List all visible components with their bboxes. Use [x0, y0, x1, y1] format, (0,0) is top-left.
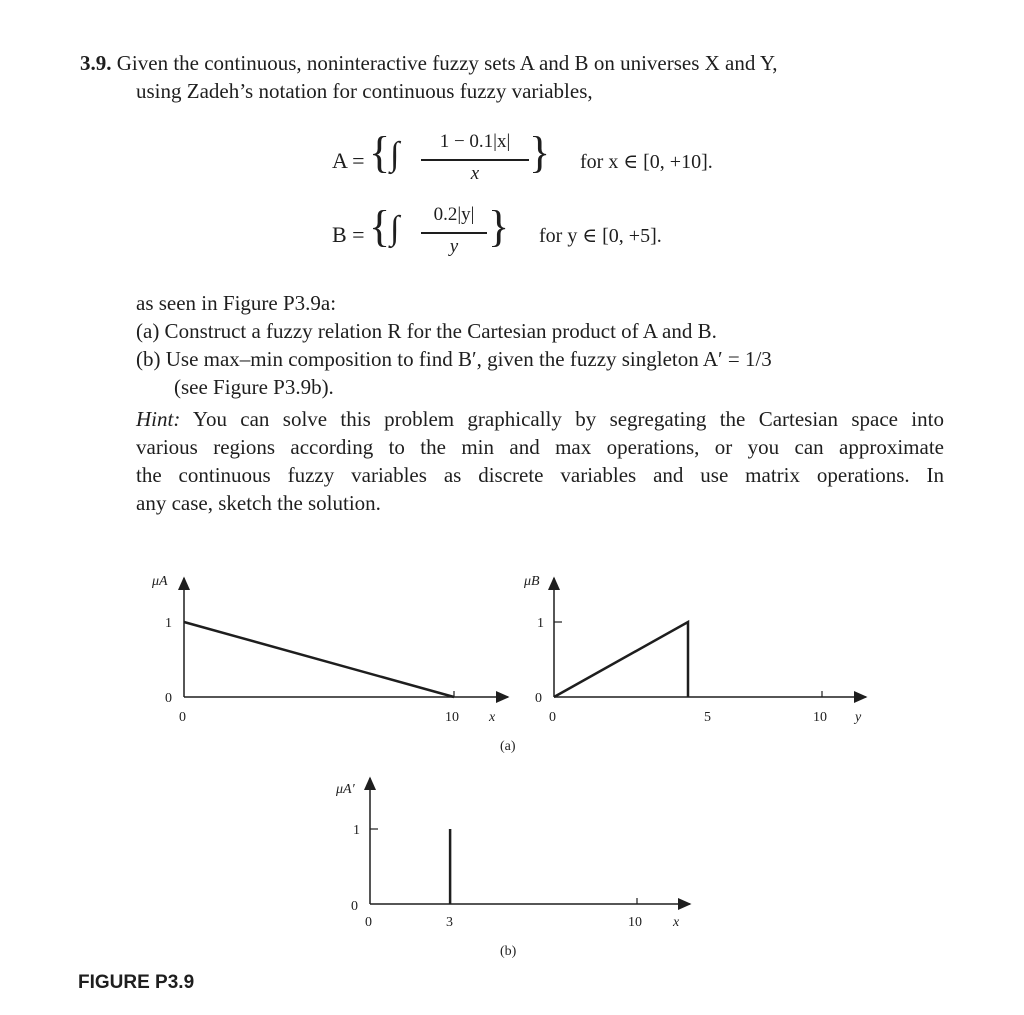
plot-b-membership-line	[554, 622, 688, 697]
eq-a-right-brace: }	[529, 128, 551, 177]
figure-label-b: (b)	[500, 944, 517, 959]
plot-a-y-label: μA	[152, 574, 168, 589]
plot-a-prime-y-tick-1: 1	[353, 823, 360, 838]
plot-b-x-tick-0: 0	[549, 710, 556, 725]
problem-text-1: Given the continuous, noninteractive fuzzy sets A and B on universes X and Y,	[116, 51, 778, 75]
plot-a-prime-y-label: μA′	[336, 782, 355, 797]
problem-line-2: using Zadeh’s notation for continuous fuzzy variables,	[136, 79, 593, 103]
eq-a-left-brace: {	[369, 128, 391, 177]
eq-b-integral-sign: ∫	[390, 210, 400, 247]
hint-line-3: the continuous fuzzy variables as discrete variables and use matrix operations. In	[136, 463, 944, 487]
plot-b-x-label: y	[855, 710, 862, 725]
eq-a-numerator: 1 − 0.1|x|	[439, 131, 511, 152]
problem-number: 3.9.	[80, 51, 112, 75]
eq-a-domain: for x ∈ [0, +10].	[580, 151, 713, 173]
plot-a-prime-y-tick-0: 0	[351, 899, 358, 914]
plot-a-x-tick-0: 0	[179, 710, 186, 725]
plot-b-y-tick-0: 0	[535, 691, 542, 706]
eq-b-domain: for y ∈ [0, +5].	[539, 225, 662, 247]
plot-b-x-tick-5: 5	[704, 710, 711, 725]
part-b-text-2: (see Figure P3.9b).	[174, 375, 334, 399]
figure-caption: FIGURE P3.9	[78, 972, 195, 993]
eq-a-integral-sign: ∫	[390, 136, 400, 173]
plot-a-prime-x-tick-0: 0	[365, 915, 372, 930]
eq-b-left-brace: {	[369, 202, 391, 251]
plot-a-y-tick-0: 0	[165, 691, 172, 706]
plot-a-prime-x-tick-10: 10	[628, 915, 642, 930]
plot-b	[523, 574, 866, 725]
eq-b-lhs: B =	[332, 222, 365, 247]
hint-line-4: any case, sketch the solution.	[136, 491, 381, 515]
part-b-text-1: (b) Use max–min composition to find B′, given the fuzzy singleton A′ = 1/3	[136, 347, 772, 371]
plot-b-y-tick-1: 1	[537, 616, 544, 631]
plot-a	[151, 574, 508, 725]
plot-a-prime-x-tick-3: 3	[446, 915, 453, 930]
eq-b-denominator: y	[449, 236, 459, 257]
plot-a-y-tick-1: 1	[165, 616, 172, 631]
plot-a-prime	[335, 778, 690, 930]
hint-text-1: You can solve this problem graphically by segregating the Cartesian space into	[192, 407, 944, 431]
plot-b-y-label: μB	[524, 574, 540, 589]
hint-line-2: various regions according to the min and max operations, or you can approximate	[136, 435, 944, 459]
figure-reference: as seen in Figure P3.9a:	[136, 291, 337, 315]
plot-b-x-tick-10: 10	[813, 710, 827, 725]
part-a-text: (a) Construct a fuzzy relation R for the Cartesian product of A and B.	[136, 319, 717, 343]
eq-b-numerator: 0.2|y|	[433, 204, 475, 225]
eq-b-right-brace: }	[488, 202, 510, 251]
eq-a-lhs: A =	[332, 148, 365, 173]
eq-a-denominator: x	[470, 163, 480, 184]
plot-a-x-label: x	[489, 710, 496, 725]
figure-label-a: (a)	[500, 739, 516, 754]
plot-a-x-tick-10: 10	[445, 710, 459, 725]
plot-a-membership-line	[184, 622, 454, 697]
plot-a-prime-x-label: x	[673, 915, 680, 930]
hint-label: Hint:	[136, 407, 181, 431]
